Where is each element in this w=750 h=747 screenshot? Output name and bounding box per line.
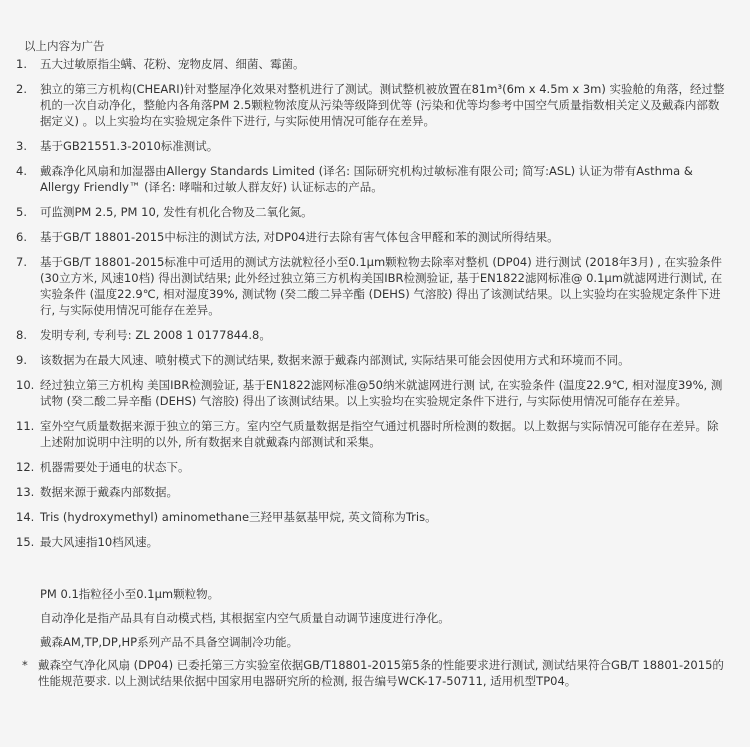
test-report-footnote [22,657,730,689]
extra-note-no-cooling: 戴森AM,TP,DP,HP系列产品不具备空调制冷功能。 [40,635,299,649]
footnote-number: 9. [16,353,27,367]
footnote-number: 12. [16,460,35,474]
footnote-text: 室外空气质量数据来源于独立的第三方。室内空气质量数据是指空气通过机器时所检测的数据。以上数据与实际情况可能存在差异。除上述附加说明中注明的以外, 所有数据来自就戴森内部测试和采集。 [40,419,719,449]
footnote-text: 数据来源于戴森内部数据。 [40,485,178,499]
footnote-item [16,418,728,450]
footnote-item [16,204,728,220]
footnote-item [16,81,728,129]
footnote-number: 8. [16,328,27,342]
footnote-text: 机器需要处于通电的状态下。 [40,460,190,474]
footnote-item [16,534,728,550]
footnote-number: 7. [16,255,27,269]
footnote-item [16,327,728,343]
test-report-text: 戴森空气净化风扇 (DP04) 已委托第三方实验室依据GB/T18801-2015第5条的性能要求进行测试, 测试结果符合GB/T 18801-2015的性能规范要求. 以上测试结果依据中国家用电器研究所的检测, 报告编号WCK-17-50711, 适用机型TP04。 [38,658,724,688]
footnote-text: Tris (hydroxymethyl) aminomethane三羟甲基氨基甲烷, 英文简称为Tris。 [40,510,437,524]
footnote-number: 2. [16,82,27,96]
footnote-item [16,459,728,475]
footnote-item [16,484,728,500]
footnote-text: 基于GB21551.3-2010标准测试。 [40,139,219,153]
footnote-number: 11. [16,419,35,433]
footnote-text: 基于GB/T 18801-2015中标注的测试方法, 对DP04进行去除有害气体包含甲醛和苯的测试所得结果。 [40,230,559,244]
footnote-number: 5. [16,205,27,219]
footnote-text: 戴森净化风扇和加湿器由Allergy Standards Limited (译名: 国际研究机构过敏标准有限公司; 简写:ASL) 认证为带有Asthma & Allergy Friendly™ (译名: 哮喘和过敏人群友好) 认证标志的产品。 [40,164,693,194]
footnote-asterisk: * [22,658,28,672]
footnote-number: 13. [16,485,35,499]
footnote-text: 最大风速指10档风速。 [40,535,159,549]
extra-note-pm01: PM 0.1指粒径小至0.1μm颗粒物。 [40,587,220,601]
footnote-text: 发明专利, 专利号: ZL 2008 1 0177844.8。 [40,328,271,342]
footnote-item [16,254,728,318]
footnote-text: 基于GB/T 18801-2015标准中可适用的测试方法就粒径小至0.1μm颗粒物去除率对整机 (DP04) 进行测试 (2018年3月) , 在实验条件 (30立方米, 风速10档) 得出测试结果; 此外经过独立第三方机构美国IBR检测验证, 基于EN1822滤网标准@ 0.1μm就滤网进行测试, 在实验条件 (温度22.9℃, 相对湿度39%, 测试物 (癸二酸二异辛酯 (DEHS) 气溶胶) 得出了该测试结果。以上实验均在实验规定条件下进行, 与实际使用情况可能存在差异。 [40,255,723,317]
footnote-text: 五大过敏原指尘螨、花粉、宠物皮屑、细菌、霉菌。 [40,57,305,71]
footnote-item [16,352,728,368]
extra-note-auto-purify: 自动净化是指产品具有自动模式档, 其根据室内空气质量自动调节速度进行净化。 [40,611,450,625]
footnote-text: 该数据为在最大风速、喷射模式下的测试结果, 数据来源于戴森内部测试, 实际结果可能会因使用方式和环境而不同。 [40,353,630,367]
footnote-item [16,377,728,409]
footnote-text: 可监测PM 2.5, PM 10, 发性有机化合物及二氧化氮。 [40,205,313,219]
footnote-number: 10. [16,378,35,392]
footnote-list [16,56,728,559]
footnote-number: 6. [16,230,27,244]
footnote-number: 3. [16,139,27,153]
footnote-text: 经过独立第三方机构 美国IBR检测验证, 基于EN1822滤网标准@50纳米就滤网进行测 试, 在实验条件 (温度22.9℃, 相对湿度39%, 测试物 (癸二酸二异辛酯 (DEHS) 气溶胶) 得出了该测试结果。以上实验均在实验规定条件下进行, 与实际使用情况可能存在差异。 [40,378,723,408]
footnote-item [16,229,728,245]
footnote-number: 4. [16,164,27,178]
footnote-number: 15. [16,535,35,549]
footnote-number: 14. [16,510,35,524]
footnote-item [16,163,728,195]
footnote-item [16,56,728,72]
footnote-item [16,138,728,154]
footnote-text: 独立的第三方机构(CHEARI)针对整屋净化效果对整机进行了测试。测试整机被放置在81m³(6m x 4.5m x 3m) 实验舱的角落，经过整机的一次自动净化，整舱内各角落PM 2.5颗粒物浓度从污染等级降到优等 (污染和优等均参考中国空气质量指数相关定义及戴森内部数据定义) 。以上实验均在实验规定条件下进行, 与实际使用情况可能存在差异。 [40,82,725,128]
ad-disclaimer-header: 以上内容为广告 [24,39,105,53]
footnote-item [16,509,728,525]
footnote-number: 1. [16,57,27,71]
